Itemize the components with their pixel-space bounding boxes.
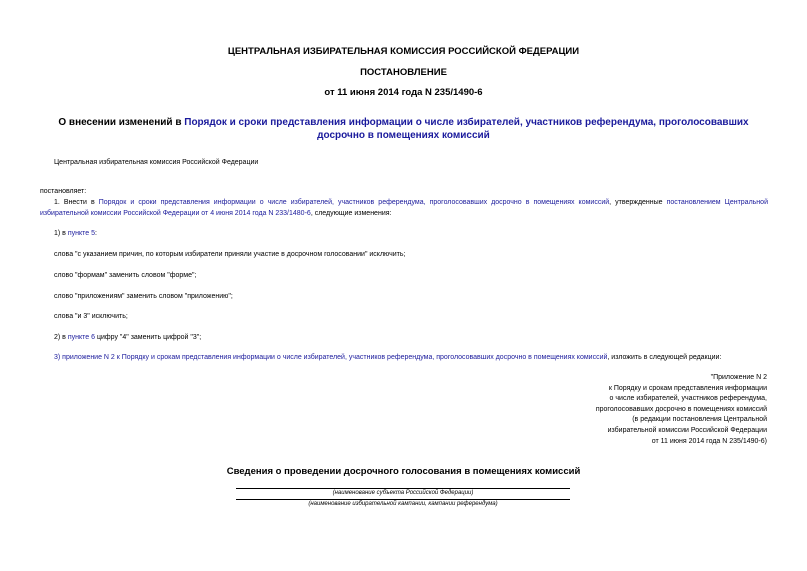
title-link[interactable]: Порядок и сроки представления информации о числе избирателей, участников референдума, проголосовавших досрочно в помещениях комиссий — [184, 117, 749, 141]
title-prefix: О внесении изменений в — [58, 117, 185, 128]
document-type: ПОСТАНОВЛЕНИЕ — [360, 67, 447, 78]
appendix-block — [507, 373, 767, 447]
subitem-2 — [54, 332, 201, 343]
item-1-link-order[interactable]: Порядок и сроки представления информации о числе избирателей, участников референдума, проголосовавших досрочно в помещениях комиссий — [98, 199, 610, 206]
change-line-b: слово "формам" заменить словом "форме"; — [54, 272, 197, 279]
intro-text: Центральная избирательная комиссия Российской Федерации — [54, 159, 259, 166]
change-line-c: слово "приложениям" заменить словом "приложению"; — [54, 293, 233, 300]
subitem-1 — [54, 228, 97, 239]
change-line-a: слова "с указанием причин, по которым избиратели приняли участие в досрочном голосовании" исключить; — [54, 251, 406, 258]
subitem-3-link[interactable]: 3) приложение N 2 к Порядку и срокам представления информации о числе избирателей, участников референдума, проголосовавших досрочно в помещениях комиссий — [54, 354, 608, 361]
commission-name: ЦЕНТРАЛЬНАЯ ИЗБИРАТЕЛЬНАЯ КОМИССИЯ РОССИЙСКОЙ ФЕДЕРАЦИИ — [227, 46, 580, 57]
appendix-line: (в редакции постановления Центральной — [632, 416, 767, 424]
item-1 — [40, 197, 768, 219]
form-caption-subject: (наименование субъекта Российской Федерации) — [332, 490, 474, 496]
document-title — [36, 116, 771, 142]
document-date-number: от 11 июня 2014 года N 235/1490-6 — [324, 87, 483, 98]
item-1-middle: , утвержденные — [609, 199, 667, 206]
decides-text: постановляет: — [40, 188, 87, 195]
form-line-2 — [236, 499, 570, 500]
item-1-link-resolution[interactable]: постановлением Центральной избирательной комиссии Российской Федерации от 4 июня 2014 года N 233/1480-6 — [40, 199, 768, 217]
subitem-1-link[interactable]: пункте 5 — [67, 230, 95, 237]
appendix-line: от 11 июня 2014 года N 235/1490-6) — [651, 437, 767, 445]
subitem-2-prefix: 2) в — [54, 334, 68, 341]
subitem-1-suffix: : — [95, 230, 97, 237]
item-1-suffix: , следующие изменения: — [310, 210, 392, 217]
appendix-line: проголосовавших досрочно в помещениях комиссий — [595, 405, 767, 413]
form-heading: Сведения о проведении досрочного голосования в помещениях комиссий — [226, 466, 581, 477]
item-1-prefix: 1. Внести в — [54, 199, 99, 206]
appendix-line: к Порядку и срокам представления информации — [608, 384, 767, 392]
change-line-d: слова "и 3" исключить; — [54, 313, 128, 320]
subitem-1-prefix: 1) в — [54, 230, 68, 237]
subitem-3 — [54, 352, 774, 363]
appendix-line: избирательной комиссии Российской Федерации — [607, 426, 767, 434]
form-caption-campaign: (наименование избирательной кампании, кампании референдума) — [308, 501, 498, 507]
appendix-line: о числе избирателей, участников референдума, — [609, 395, 767, 403]
subitem-3-suffix: , изложить в следующей редакции: — [607, 354, 722, 361]
subitem-2-link[interactable]: пункте 6 — [67, 334, 95, 341]
form-line-1 — [236, 488, 570, 489]
appendix-line: "Приложение N 2 — [710, 374, 767, 381]
subitem-2-suffix: цифру "4" заменить цифрой "3"; — [95, 334, 202, 341]
